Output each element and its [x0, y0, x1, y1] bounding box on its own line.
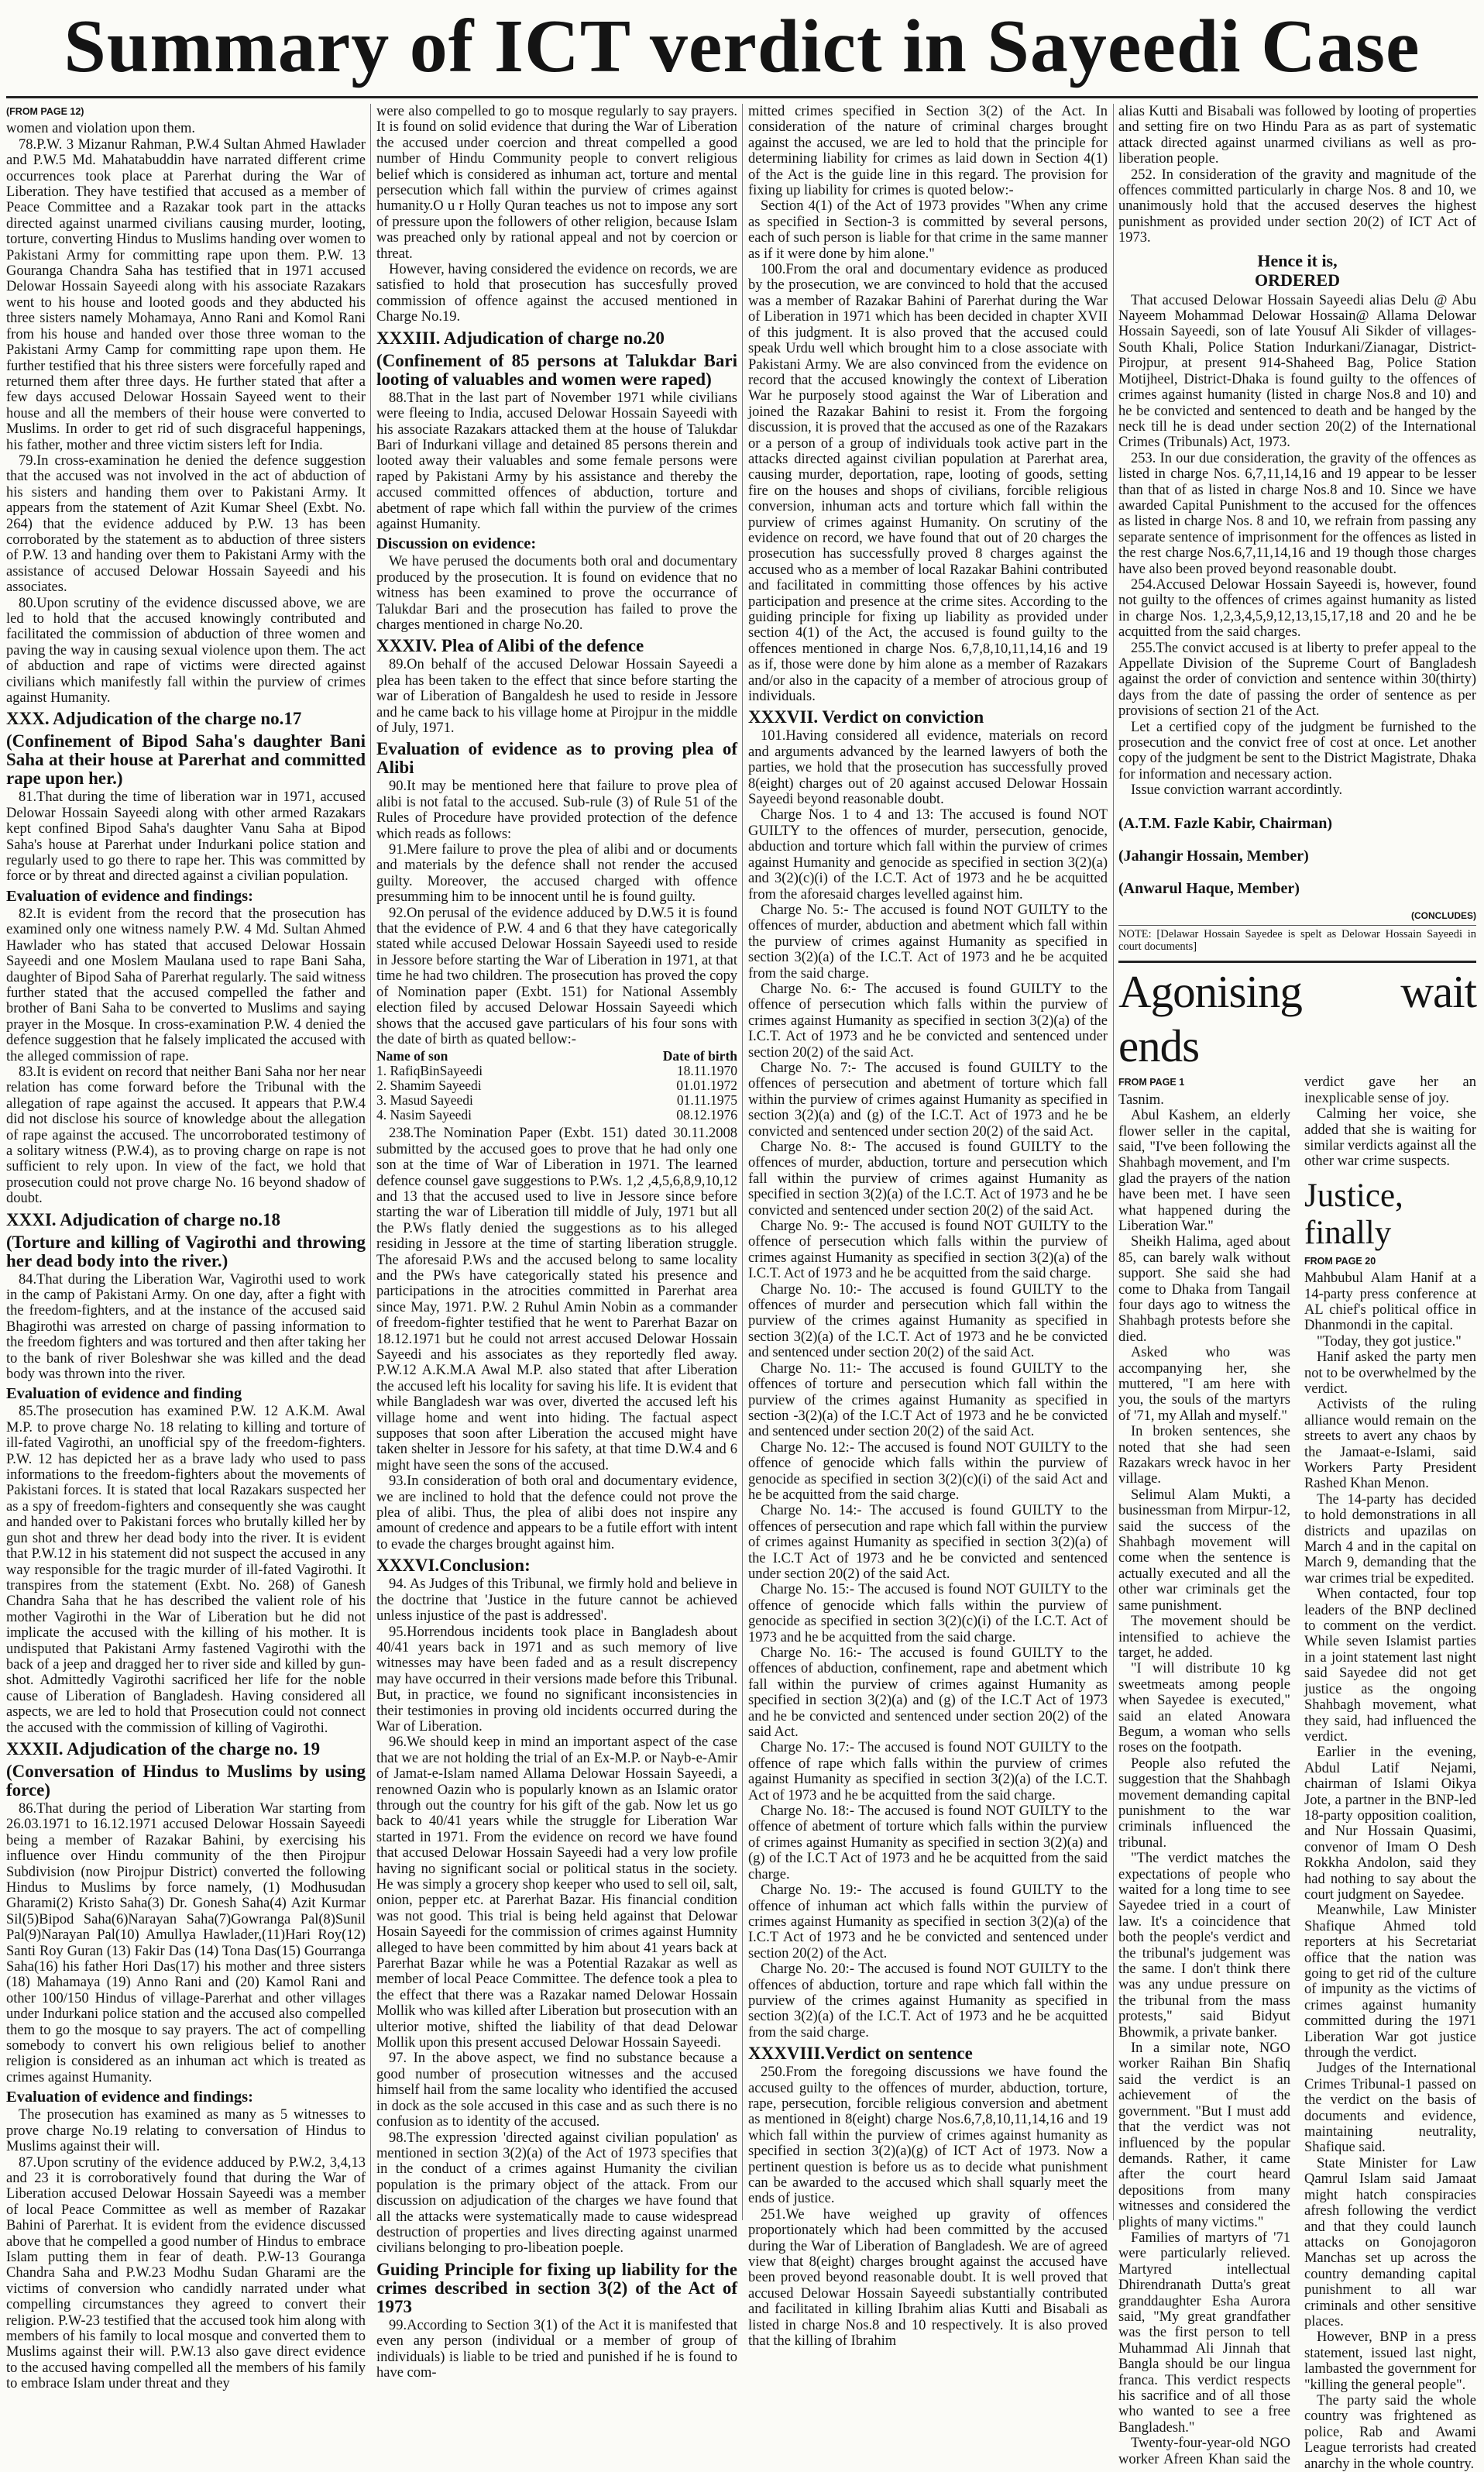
jump-tag: FROM PAGE 1 — [1118, 1077, 1185, 1088]
paragraph: 79.In cross-examination he denied the defence suggestion that the accused was not involved in the act of abduction of his sisters and handing them over to Pakistani Army. It appears from the statement of Azit Kumar Sheel (Exbt. No. 264) that the evidence adduced by P.W. 13 has been corroborated by the statement as to abduction of three sisters of P.W. 13 and handing over them to Pakistani Army with the assistance of accused Delowar Hossain Sayeedi and his associates. — [6, 452, 366, 596]
story-headline: Agonising wait ends — [1118, 966, 1476, 1072]
subsection-heading: Evaluation of evidence and finding — [6, 1385, 242, 1403]
paragraph: People also refuted the suggestion that the Shahbagh movement demanding capital punishment to the war criminals influenced the tribunal. — [1118, 1755, 1290, 1851]
paragraph: However, BNP in a press statement, issued last night, lambasted the government for "killing the general people". — [1304, 2329, 1476, 2393]
paragraph: However, having considered the evidence on records, we are satisfied to hold that prosecution has succesfully proved commission of offence against the accused mentioned in Charge No.19. — [376, 262, 737, 325]
paragraph: The prosecution has examined as many as 5 witnesses to prove charge No.19 relating to conversation of Hindus to Muslims against their will. — [6, 2107, 366, 2155]
paragraph: When contacted, four top leaders of the BNP declined to comment on the verdict. While seven Islamist parties in a joint statement last night said Sayedee did not get justice as the ongoing Shahbagh movement, what they said, had influenced the verdict. — [1304, 1587, 1476, 1745]
paragraph: 255.The convict accused is at liberty to prefer appeal to the Appellate Division of the Supreme Court of Bangladesh against the order of conviction and sentence within 30(thirty) days from the date of passing the order of sentence as per provisions of section 21 of the Act. — [1118, 640, 1476, 720]
paragraph: 82.It is evident from the record that the prosecution has examined only one witness namely P.W. 4 Md. Sultan Ahmed Hawlader who has stated that accused Delowar Hossain Sayeedi and one Moslem Maulana used to rape Bani Saha, daughter of Bipod Saha of Parerhat regularly. The said witness further stated that the accused compelled the father and brother of Bani Saha to be converted to Muslims and saying prayer in the Mosque. In cross-examination P.W. 4 denied the defence suggestion that he falsely implicated the accused with the alleged commission of rape. — [6, 906, 366, 1064]
table-cell: 3. Masud Sayeedi — [376, 1092, 473, 1109]
paragraph: In a similar note, NGO worker Raihan Bin Shafiq said the verdict is an achievement of the government. "But I must add that the verdict was not influenced by the popular demands. Rather, it came after the court heard depositions from many witnesses and considered the plights of many victims." — [1118, 2041, 1290, 2230]
paragraph: Hanif asked the party men not to be overwhelmed by the verdict. — [1304, 1349, 1476, 1397]
paragraph: "Today, they got justice." — [1317, 1333, 1462, 1349]
story-headline: Justice, finally — [1304, 1177, 1403, 1251]
signature-chairman: (A.T.M. Fazle Kabir, Chairman) — [1118, 814, 1333, 832]
column-divider — [370, 104, 371, 2220]
paragraph: 80.Upon scrutiny of the evidence discussed above, we are led to hold that the accused knowingly contributed and facilitated the commission of abduction of three women and paving the way in causing sexual violence upon them. The act of abduction and rape of victims were directed against civilians which manifestly fall within the purview of crimes against Humanity. — [6, 595, 366, 707]
section-heading: XXX. Adjudication of the charge no.17 — [6, 709, 302, 729]
signature-member: (Anwarul Haque, Member) — [1118, 880, 1300, 898]
paragraph: Selimul Alam Mukti, a businessman from Mirpur-12, said the success of the Shahbagh movement will come when the sentence is actually executed and all the other war criminals get the same punishment. — [1118, 1487, 1290, 1614]
paragraph: 98.The expression 'directed against civilian population' as mentioned in section 3(2)(a) of the Act of 1973 specifies that in the conduct of a crimes against Humanity the civilian population is the primary object of the attack. From our discussion on adjudication of the charges we have found that all the attacks were systematically made to cause widespread destruction of properties and lives directing against unarmed civilians belonging to pro-libeation poeple. — [376, 2130, 737, 2257]
column-divider — [1113, 104, 1114, 2220]
charge-paragraph: Charge No. 11:- The accused is found GUILTY to the offences of torture and persecution which fall within the purview of the crimes against Humanity as specified in section -3(2)(a) of the I.C.T Act of 1973 and he be convicted and sentenced under section 20(2) of the said Act. — [748, 1360, 1108, 1440]
table-cell: 01.01.1972 — [676, 1078, 737, 1094]
column-3 — [748, 104, 1108, 2350]
paragraph: 94. As Judges of this Tribunal, we firmly hold and believe in the doctrine that 'Justice in the future cannot be achieved unless injustice of the past is addressed'. — [376, 1576, 737, 1625]
table-cell: 4. Nasim Sayeedi — [376, 1107, 472, 1123]
section-heading: XXXVIII.Verdict on sentence — [748, 2044, 973, 2064]
table-header: Date of birth — [662, 1048, 737, 1064]
charge-paragraph: Charge No. 10:- The accused is found GUILTY to the offences of murder and persecution which fall within the purview of the crimes against Humanity as specified in section 3(2)(a) of the I.C.T. Act of 1973 and he be convicted and sentenced under section 20(2) of the said Act. — [748, 1281, 1108, 1361]
section-heading: Evaluation of evidence as to proving plea of Alibi — [376, 739, 737, 778]
signature-member: (Jahangir Hossain, Member) — [1118, 847, 1309, 865]
table-header-row — [376, 1049, 737, 1064]
paragraph: 252. In consideration of the gravity and magnitude of the offences committed particularly in charge Nos. 8 and 10, we unanimously hold that the accused deserves the highest punishment as provided under section 20(2) of ICT Act of 1973. — [1118, 167, 1476, 246]
concludes-tag: (CONCLUDES) — [1411, 909, 1476, 921]
paragraph: Judges of the International Crimes Tribunal-1 passed on the verdict on the basis of documents and evidence, maintaining neutrality, Shafique said. — [1304, 2061, 1476, 2156]
charge-paragraph: Charge No. 6:- The accused is found GUILTY to the offence of persecution which falls within the purview of crimes against Humanity as specified in section 3(2)(a) of the I.C.T. Act of 1973 and he be convicted and sentenced under section 20(2) of the said Act. — [748, 981, 1108, 1061]
table-cell: 2. Shamim Sayeedi — [376, 1078, 482, 1094]
paragraph: Tasnim. — [1118, 1092, 1164, 1108]
section-subheading: (Confinement of 85 persons at Talukdar Bari looting of valuables and women were raped) — [376, 350, 737, 389]
paragraph: 83.It is evident on record that neither Bani Saha nor her near relation has come forward before the Tribunal with the allegation of rape against the accused. It appears that P.W.4 did not disclose his source of knowledge about the allegation of rape against the accused. The uncorroborated testimony of a solitary witness (P.W.4), as to proving charge on rape is not sufficient to rely upon. In view of the fact, we hold that prosecution could not prove charge No. 16 beyond shadow of doubt. — [6, 1064, 366, 1207]
paragraph: Twenty-four-year-old NGO worker Afreen Khan said the verdict gave her an inexplicable sense of joy. — [1118, 1074, 1476, 2467]
section-subheading: (Torture and killing of Vagirothi and throwing her dead body into the river.) — [6, 1232, 366, 1270]
paragraph: 91.Mere failure to prove the plea of alibi and or documents and materials by the defence shall not render the accused guilty. Moreover, the accused charged with offence presumming him to be innocent until he is found guilty. — [376, 842, 737, 906]
paragraph: Abul Kashem, an elderly flower seller in the capital, said, "I've been following the Shahbagh movement, and I'm glad the prayers of the nation have been met. I have seen what happened during the Liberation War." — [1118, 1108, 1290, 1234]
paragraph: 253. In our due consideration, the gravity of the offences as listed in charge Nos. 6,7,11,14,16 and 19 appear to be lesser than that of as listed in charge Nos.8 and 10. Since we have awarded Capital Punishment to the accused for the offences as listed in charge Nos. 8 and 10, we refrain from passing any separate sentence of imprisonment for the offences as listed in the rest charge Nos.6,7,11,14,16 and 19 though those charges have also been proved beyond reasonable doubt. — [1118, 450, 1476, 577]
column-2 — [376, 104, 737, 2381]
paragraph: were also compelled to go to mosque regularly to say prayers. It is found on solid evidence that during the War of Liberation the accused under coercion and threat compelled a good number of Hindu Community people to convert religious belief which is considered as inhuman act, torture and mental persecution which fall within the purview of crimes against humanity.O u r Holly Quran teaches us not to impose any sort of pressure upon the followers of other religion, because Islam was preached only by rational appeal and not by coercion or threat. — [376, 104, 737, 262]
charge-paragraph: Charge No. 7:- The accused is found GUILTY to the offences of persecution and abetment of torture which fall within the purview of crimes against Humanity as specified in section 3(2)(a) and (g) of the I.C.T. Act of 1973 and he be convicted and sentenced under section 20(2) of the said Act. — [748, 1060, 1108, 1140]
section-heading: XXXIII. Adjudication of charge no.20 — [376, 328, 665, 348]
charge-paragraph: Charge No. 20:- The accused is found NOT GUILTY to the offences of abduction, torture and rape which fall within the purview of the crimes against Humanity as specified in section 3(2)(a) of the I.C.T. Act of 1973 and he be acquitted from the said charge. — [748, 1961, 1108, 2041]
charge-paragraph: Charge No. 18:- The accused is found NOT GUILTY to the offence of abetment of torture which falls within the purview of crimes against Humanity as specified in section 3(2)(a) and (g) of the I.C.T Act of 1973 and he be acquitted from the said charge. — [748, 1803, 1108, 1882]
charge-paragraph: Charge No. 9:- The accused is found NOT GUILTY to the offence of persecution which falls within the purview of crimes against Humanity as specified in section 3(2)(a) of the I.C.T. Act of 1973 and he be acquitted from the said charge. — [748, 1219, 1108, 1282]
paragraph: Issue conviction warrant accordintly. — [1131, 782, 1343, 799]
table-cell: 1. RafiqBinSayeedi — [376, 1063, 483, 1079]
paragraph: 86.That during the period of Liberation War starting from 26.03.1971 to 16.12.1971 accused Delowar Hossain Sayeedi being a member of Razakar Bahini, by exercising his influence over Hindu community of the then Pirojpur Subdivision (now Pirojpur District) converted the following Hindus to Muslims by force namely, (1) Modhusudan Gharami(2) Kristo Saha(3) Dr. Gonesh Saha(4) Azit Kurmar Sil(5)Bipod Saha(6)Narayan Saha(7)Gowranga Pal(8)Sunil Pal(9)Narayan Pal(10) Amullya Hawlader,(11)Hari Roy(12) Santi Roy Guran (13) Fakir Das (14) Tona Das(15) Gourranga Saha(16) his father Hori Das(17) his mother and three sisters (18) Mahamaya (19) Anno Rani and (20) Kamol Rani and other 100/150 Hindus of village-Parerhat and other villages under Indurkani police station and the accused also compelled them to go the mosque to say prayers. The act of compelling somebody to convert his own religious belief to another religion is considered as an inhuman act which is treated as crimes against Humanity. — [6, 1800, 366, 2085]
paragraph: 95.Horrendous incidents took place in Bangladesh about 40/41 years back in 1971 and as such memory of live witnesses may have been faded and as a result discrepency may have occurred in their versions made before this Tribunal. But, in practice, we found no significant inconsistencies in their testimonies in proving old incidents occurred during the War of Liberation. — [376, 1624, 737, 1735]
section-heading: XXXIV. Plea of Alibi of the defence — [376, 636, 644, 656]
paragraph: 97. In the above aspect, we find no substance because a good number of prosecution witnesses and the accused himself hail from the same locality who identified the accused in dock as the sole accused in this case and as such there is no confusion as to identity of the accused. — [376, 2051, 737, 2130]
paragraph: Section 4(1) of the Act of 1973 provides "When any crime as specified in Section-3 is committed by several persons, each of such person is liable for that crime in the same manner as if it were done by him alone." — [748, 198, 1108, 262]
section-heading: Guiding Principle for fixing up liability for the crimes described in section 3(2) of the Act of 1973 — [376, 2259, 737, 2316]
paragraph: women and violation upon them. — [6, 121, 196, 137]
table-row — [376, 1108, 737, 1123]
paragraph: 96.We should keep in mind an important aspect of the case that we are not holding the trial of an Ex-M.P. or Nayb-e-Amir of Jamat-e-Islam named Allama Delowar Hossain Sayeedi, a renowned Oazin who is popularly known as an Islamic orator through out the country for his gift of the gab. Now let us go back to 40/41 years while the struggle for Liberation War started in 1971. From the evidence on record we have found that accused Delowar Hossain Sayeedi had a very low profile having no significant social or political status in the society. He was simply a grocery shop keeper who used to sell oil, salt, onion, pepper etc. at Parerhat Bazar. His financial condition was not good. This trial is being held against that Delowar Hosain Sayeedi for the commission of crimes against Humnity alleged to have been committed by him about 41 years back at Parerhat Bazar while he was a Potential Razakar as well as member of local Peace Committee. The defence took a plea to the effect that there was a Razakar named Delowar Hossain Mollik who was killed after Liberation but prosecution with an ulterior motive, shifted the liability of that dead Delowar Mollik upon this present accused Delowar Hossain Sayeedi. — [376, 1735, 737, 2051]
charge-paragraph: Charge No. 5:- The accused is found NOT GUILTY to the offences of murder, abduction and abetment which fall within the purview of crimes against Humanity as specified in section 3(2)(a) of the I.C.T. Act of 1973 and he be acquited from the said charge. — [748, 902, 1108, 982]
paragraph: Activists of the ruling alliance would remain on the streets to avert any chaos by the Jamaat-e-Islami, said Workers Party President Rashed Khan Menon. — [1304, 1397, 1476, 1492]
hence-label: Hence it is, — [1257, 250, 1338, 270]
paragraph: The movement should be intensified to achieve the target, he added. — [1118, 1614, 1290, 1661]
story-body — [1118, 1074, 1476, 2472]
paragraph: 85.The prosecution has examined P.W. 12 A.K.M. Awal M.P. to prove charge No. 18 relating to killing and torture of ill-fated Vagirothi, an unofficial spy of the freedom-fighters. P.W. 12 has depicted her as a brave lady who used to pass informations to the freedom-fighters about the movements of Pakistani forces. It is stated that local Razakars suspected her as a spy of freedom-fighters and consequently she was caught and handed over to Pakistani forces who brutally killed her by gun shot and threw her dead body into the river. It is evident that P.W.12 in his statement did not suspect the accused in any way responsible for the tragic murder of ill-fated Vagirothi. It transpires from the statement (Exbt. No. 268) of Ganesh Chandra Saha that he has described the valient role of his mother Vagirothi in the War of Liberation but he did not implicate the accused with the killing of his mother. It is undisputed that Pakistani Army fastened Vagirothi with the back of a jeep and dragged her to river side and killed by gun-shot. Admittedly Vagirothi sacrificed her life for the noble cause of Liberation of Bangladesh. Having considered all aspects, we are led to hold that Prosecution could not connect the accused with the commission of killing of Vagirothi. — [6, 1404, 366, 1736]
charge-paragraph: Charge No. 14:- The accused is found GUILTY to the offences of persecution and rape which fall within the purview of crimes against Humanity as specified in section 3(2)(a) of the I.C.T Act of 1973 and he be convicted and sentenced under section 20(2) of the said Act. — [748, 1503, 1108, 1582]
jump-tag: (FROM PAGE 12) — [6, 106, 84, 117]
paragraph: Earlier in the evening, Abdul Latif Nejami, chairman of Islami Oikya Jote, a partner in the BNP-led 18-party opposition coalition, and Nur Hossain Quasimi, convenor of Imam O Desh Rokkha Andolon, said they had nothing to say about the court judgment on Sayedee. — [1304, 1745, 1476, 1903]
paragraph: 93.In consideration of both oral and documentary evidence, we are inclined to hold that the defence could not prove the plea of alibi. Thus, the plea of alibi does not inspire any amount of credence and appears to be a futile effort with intent to evade the charges brought against him. — [376, 1473, 737, 1552]
charge-paragraph: Charge No. 8:- The accused is found GUILTY to the offences of murder, abduction, torture and persecution which fall within the purview of crimes against Humanity as specified in section 3(2)(a) of the I.C.T. Act of 1973 and he be convicted and sentenced under section 20(2) of the said Act. — [748, 1140, 1108, 1219]
charge-paragraph: Charge No. 15:- The accused is found NOT GUILTY to the offence of genocide which falls within the purview of genocide as specified in section 3(2)(c)(i) of the I.C.T. Act of 1973 and he be acquitted from the said charge. — [748, 1582, 1108, 1645]
section-heading: XXXVII. Verdict on conviction — [748, 707, 984, 727]
paragraph: 92.On perusal of the evidence adduced by D.W.5 it is found that the evidence of P.W. 4 and 6 that they have categorically stated while accused Delowar Hossain Sayeedi used to reside in Jessore before starting the War of Liberation in 1971, at that time he had two children. The prosecution has proved the copy of Nomination paper (Exbt. 151) for National Assembly election filed by accused Delowar Hossain Sayeedi which shows that the accused gave particulars of his four sons with the date of birth as quated bellow:- — [376, 905, 737, 1047]
table-row — [376, 1078, 737, 1093]
paragraph: That accused Delowar Hossain Sayeedi alias Delu @ Abu Nayeem Mohammad Delowar Hossain@ Allama Delowar Hossain Sayeedi, son of late Yousuf Ali Sikder of villages-South Khali, Police Station Indurkani/Zianagar, District-Pirojpur, at present 914-Shaheed Bag, Police Station Motijheel, District-Dhaka is found guilty to the offences of crimes against humanity (listed in charge Nos.8 and 10) and he be convicted and sentenced to death and be hanged by the neck till he is dead under section 20(2) of the International Crimes (Tribunals) Act, 1973. — [1118, 292, 1476, 451]
paragraph: State Minister for Law Qamrul Islam said Jamaat might hatch conspiracies afresh following the verdict and that they could launch attacks on Gonojagoron Manchas set up across the country demanding capital punishment to all war criminals and other sensitive places. — [1304, 2155, 1476, 2329]
charge-paragraph: Charge No. 17:- The accused is found NOT GUILTY to the offence of rape which falls within the purview of crimes against Humanity as specified in section 3(2)(a) of the I.C.T. Act of 1973 and he be acquitted from the said charge. — [748, 1740, 1108, 1803]
paragraph: The party said the whole country was frightened as police, Rab and Awami League terrorists had created anarchy in the whole country. — [1304, 2392, 1476, 2472]
paragraph: "The verdict matches the expectations of people who waited for a long time to see Sayedee tried in a court of law. It's a coincidence that both the people's verdict and the tribunal's judgement was the same. I don't think there was any undue pressure on the tribunal from the mass protests," said Bidyut Bhowmik, a private banker. — [1118, 1851, 1290, 2041]
hence-ordered — [1118, 251, 1476, 290]
paragraph: 99.According to Section 3(1) of the Act it is manifested that even any person (individual or a member of group of individuals) is liable to be tried and punished if he is found to have com- — [376, 2317, 737, 2381]
column-4 — [1118, 104, 1476, 2472]
headline: Summary of ICT verdict in Sayeedi Case — [64, 5, 1420, 88]
paragraph: 250.From the foregoing discussions we have found the accused guilty to the offences of murder, abduction, torture, rape, persecution, forcible religious conversion and abetment as mentioned in 8(eight) charge Nos.6,7,8,10,11,14,16 and 19 which fall within the purview of crimes against humanity as specified in section 3(2)(a)(g) of ICT Act of 1973. Now a pertinent question is before us as to decide what punishment can be awarded to the accused which shall squarly meet the ends of justice. — [748, 2065, 1108, 2207]
paragraph: 100.From the oral and documentary evidence as produced by the prosecution, we are convinced to hold that the accused was a member of Razakar Bahini of Parerhat during the War of Liberation in 1971 which has been decided in chapter XVII of this judgment. It is also proved that the accused could speak Urdu well which brought him to a close associate with Pakistani Army. We are also convinced from the evidence on record that the accused knowingly the context of Liberation War he purposely stood against the War of Liberation and joined the Razakar Bahini to resist it. From the forgoing discussion, it is proved that the accused as one of the Razakars or a person of a group of individuals took active part in the attacks directed against civilian population at Parerhat area, causing murder, deportation, rape, looting of goods, setting fire on the houses and shops of civilians, forcible religious conversion, inhuman acts and torture which fall within the purview of crimes against Humanity. On scrutiny of the evidence on record, we have found that out of 20 charges the prosecution has successfully proved 8 charges against the accused who as a member of local Razakar Bahini contributed and facilitated in committing those offences by his active participation and presence at the crime sites. According to the guiding principle for fixing up liability as provided under section 4(1) of the Act, the accused is found guilty to the offences mentioned in charge Nos. 6,7,8,10,11,14,16 and 19 as if, those were done by him alone as a member of Razakars and/or also in the capacity of a member of atrocious group of individuals. — [748, 262, 1108, 705]
paragraph: alias Kutti and Bisabali was followed by looting of properties and setting fire on two Hindu Para as as part of systematic attack directed against unarmed civilians as well as pro-liberation people. — [1118, 104, 1476, 167]
subsection-heading: Evaluation of evidence and findings: — [6, 2089, 253, 2106]
section-subheading: (Confinement of Bipod Saha's daughter Bani Saha at their house at Parerhat and committed rape upon her.) — [6, 731, 366, 789]
paragraph: Asked who was accompanying her, she muttered, "I am here with you, the souls of the martyrs of '71, my Allah and myself." — [1118, 1345, 1290, 1424]
paragraph: Families of martyrs of '71 were particularly relieved. Martyred intellectual Dhirendranath Dutta's great granddaughter Esha Aurora said, "My great grandfather was the first person to tell Muhammad Ali Jinnah that Bangla should be our lingua franca. This verdict respects his sacrifice and of all those who wanted to see a free Bangladesh." — [1118, 2230, 1290, 2436]
subsection-heading: Evaluation of evidence and findings: — [6, 887, 253, 905]
section-heading: XXXII. Adjudication of the charge no. 19 — [6, 1738, 321, 1759]
paragraph: 101.Having considered all evidence, materials on record and arguments advanced by the learned lawyers of both the parties, we hold that the prosecution has successfully proved 8(eight) charges out of 20 against accused Delowar Hossain Sayeedi beyond reasonable doubt. — [748, 728, 1108, 808]
paragraph: Mahbubul Alam Hanif at a 14-party press conference at AL chief's political office in Dhanmondi in the capital. — [1304, 1270, 1476, 1334]
paragraph: 254.Accused Delowar Hossain Sayeedi is, however, found not guilty to the offences of crimes against humanity as listed in charge Nos. 1,2,3,4,5,9,12,13,15,17,18 and 20 and he be acquitted from the said charges. — [1118, 576, 1476, 641]
paragraph: Calming her voice, she added that she is waiting for similar verdicts against all the other war crime suspects. — [1304, 1106, 1476, 1170]
charge-paragraph: Charge No. 19:- The accused is found GUILTY to the offence of inhuman act which falls within the purview of crimes against Humanity as specified in section 3(2)(a) of the I.C.T Act of 1973 and he be convicted and sentenced under section 20(2) of the Act. — [748, 1882, 1108, 1961]
table-header: Name of son — [376, 1048, 448, 1064]
paragraph: 81.That during the time of liberation war in 1971, accused Delowar Hossain Sayeedi along with other armed Razakars kept confined Bipod Saha's daughter Vanu Saha at Bipod Saha's house at Parerhat under Indurkani police station and regularly used to go there to rape her. This was committed by force or by threat and directed against a civilian population. — [6, 789, 366, 885]
paragraph: 78.P.W. 3 Mizanur Rahman, P.W.4 Sultan Ahmed Hawlader and P.W.5 Md. Mahatabuddin have narrated different crime occurrences took place at Parerhat during the War of Liberation. They have testified that accused as a member of Peace Committee and a Razakar took part in the attacks directed against unarmed civilians causing murder, looting, torture, converting Hindus to Muslims handing over women to Pakistani Army for committing rape upon them. P.W. 13 Gouranga Chandra Saha has testified that in 1971 accused Delowar Hossain Sayeedi along with his associate Razakars went to his house and looted goods and they abducted his three sisters namely Mohamaya, Anno Rani and Komol Rani from his house and handed over those three woman to the Pakistani Army Camp for committing rape upon them. He further testified that his three sisters were forcefully raped and returned them after three days. He further stated that after a few days accused Delowar Hossain Sayeed went to their house and all the members of their house were converted to Muslims. In order to get rid of such disgraceful happenings, his father, mother and three victim sisters left for India. — [6, 136, 366, 453]
paragraph: Let a certified copy of the judgment be furnished to the prosecution and the convict free of cost at once. Let another copy of the judgment be sent to the District Magistrate, Dhaka for information and necessary action. — [1118, 719, 1476, 782]
paragraph: 89.On behalf of the accused Delowar Hossain Sayeedi a plea has been taken to the effect that since before starting the war of Liberation of Bangaldesh he used to reside in Jessore and he came back to his village home at Pirojpur in the middle of July, 1971. — [376, 657, 737, 736]
headline-rule — [6, 96, 1478, 98]
table-row — [376, 1093, 737, 1108]
section-heading: XXXI. Adjudication of charge no.18 — [6, 1209, 280, 1229]
column-1 — [6, 104, 366, 2392]
table-cell: 18.11.1970 — [676, 1063, 737, 1079]
ordered-label: ORDERED — [1254, 270, 1340, 290]
table-cell: 08.12.1976 — [676, 1107, 737, 1123]
paragraph: 87.Upon scrutiny of the evidence adduced by P.W.2, 3,4,13 and 23 it is corroboratively found that during the War of Liberation accused Delowar Hossain Sayeedi was a member of local Peace Committee as well as member of Razakar Bahini of Parerhat. It is evident from the evidence discussed above that he compelled a good number of Hindus to embrace Islam putting them in fear of death. P.W-13 Gouranga Chandra Saha and P.W.23 Modhu Sudan Gharami are the victims of conversion who candidly narrated under what compelling circumstances they agreed to convert their religion. P.W-23 testified that the accused took him along with members of his family to local mosque and converted them to Muslims against their will. P.W.13 also gave direct evidence to the accused having compelled all the members of his family to embrace Islam under threat and they — [6, 2154, 366, 2392]
paragraph: 88.That in the last part of November 1971 while civilians were fleeing to India, accused Delowar Hossain Sayeedi with his associate Razakars attacked them at the house of Talukdar Bari of Indurkani village and detained 85 persons therein and looted away their valuables and some female persons were raped by Pakistani Army by his assistance and thereby the accused committed offences of abduction, torture and abetment of rape which fall within the purview of the crimes against Humanity. — [376, 390, 737, 532]
charge-paragraph: Charge No. 12:- The accused is found NOT GUILTY to the offence of genocide which falls within the purview of genocide as specified in section 3(2)(c)(i) of the said Act and he be acquitted from the said charge. — [748, 1439, 1108, 1503]
sons-table — [376, 1049, 737, 1123]
paragraph: In broken sentences, she noted that she had seen Razakars wreck havoc in her village. — [1118, 1424, 1290, 1487]
paragraph: Meanwhile, Law Minister Shafique Ahmed told reporters at his Secretariat office that the nation was going to get rid of the culture of impunity as the victims of crimes against humanity committed during the 1971 Liberation War got justice through the verdict. — [1304, 1903, 1476, 2061]
charge-paragraph: Charge Nos. 1 to 4 and 13: The accused is found NOT GUILTY to the offences of murder, persecution, genocide, abduction and torture which fall within the purview of crimes against Humanity and genocide as specified in section 3(2)(a) and 3(2)(c)(i) of the I.C.T. Act of 1973 and he be acquitted from the aforesaid charges levelled against him. — [748, 807, 1108, 903]
paragraph: The 14-party has decided to hold demonstrations in all districts and upazilas on March 4 and in the capital on March 9, demanding that the war crimes trial be expedited. — [1304, 1491, 1476, 1587]
table-cell: 01.11.1975 — [676, 1092, 737, 1109]
paragraph: Sheikh Halima, aged about 85, can barely walk without support. She said she had come to Dhaka from Tangail four days ago to witness the Shahbagh protests before she died. — [1118, 1234, 1290, 1345]
charge-paragraph: Charge No. 16:- The accused is found GUILTY to the offences of abduction, confinement, rape and abetment which fall within the purview of crimes against Humanity as specified in section 3(2)(a) and (g) of the I.C.T Act of 1973 and he be convicted and sentenced under section 20(2) of the said Act. — [748, 1645, 1108, 1741]
subsection-heading: Discussion on evidence: — [376, 535, 537, 553]
section-heading: XXXVI.Conclusion: — [376, 1556, 531, 1576]
section-subheading: (Conversation of Hindus to Muslims by using force) — [6, 1761, 366, 1800]
paragraph: "I will distribute 10 kg sweetmeats among people when Sayedee is executed," said an elated Anowara Begum, a woman who sells roses on the footpath. — [1118, 1661, 1290, 1756]
spelling-note: NOTE: [Delawar Hossain Sayedee is spelt as Delowar Hossain Sayeedi in court documents] — [1118, 925, 1476, 953]
table-row — [376, 1064, 737, 1078]
paragraph: mitted crimes specified in Section 3(2) of the Act. In consideration of the nature of criminal charges brought against the accused, we are led to hold that the principle for determining liability for crimes as laid down in Section 4(1) of the Act is the guide line in this regard. The provision for fixing up liability for crimes is quoted below:- — [748, 104, 1108, 199]
paragraph: 251.We have weighed up gravity of offences proportionately which had been committed by the accused during the War of Liberation of Bangladesh. We are of agreed view that 8(eight) charges brought against the accused have been proved beyond reasonable doubt. It is well proved that accused Delowar Hossain Sayeedi substantially contributed and facilitated in killing Ibrahim alias Kutti and Bisabali as listed in charge Nos.8 and 10 respectively. It is also proved that the killing of Ibrahim — [748, 2206, 1108, 2350]
jump-tag: FROM PAGE 20 — [1304, 1255, 1376, 1267]
column-divider — [742, 104, 743, 2220]
paragraph: 90.It may be mentioned here that failure to prove plea of alibi is not fatal to the accused. Sub-rule (3) of Rule 51 of the Rules of Procedure have provided protection of the defence which reads as follows: — [376, 779, 737, 842]
story-agonising-wait — [1118, 961, 1476, 2472]
paragraph: We have perused the documents both oral and documentary produced by the prosecution. It is found on evidence that no witness has been examined to prove the occurrance of Talukdar Bari and the prosecution has failed to prove the charges mentioned in charge No.20. — [376, 554, 737, 633]
paragraph: 84.That during the Liberation War, Vagirothi used to work in the camp of Pakistani Army. On one day, after a fight with the freedom-fighters, and at the instance of the accused said Bhagirothi was arrested on charge of passing information to the freedom fighters and was tortured and then after taking her to the bank of river Boleshwar she was killed and the dead body was thrown into the river. — [6, 1271, 366, 1383]
paragraph: 238.The Nomination Paper (Exbt. 151) dated 30.11.2008 submitted by the accused goes to prove that he had only one son at the time of War of Liberation in 1971. The learned defence counsel gave suggestions to P.Ws. 1,2 ,4,5,6,8,9,10,12 and 13 that the accused used to live in Jessore since before starting the war of Liberation till middle of July, 1971 but all the P.Ws flatly denied the suggestions as to his alleged residing in Jessore at the time of starting liberation struggle. The aforesaid P.Ws and the accused belong to same locality and the PWs have categorically stated his presence and participations in the atrocities committed in Parerhat area since May, 1971. P.W. 2 Ruhul Amin Nobin as a commander of freedom-fighter testified that he went to Parerhat Bazar on 18.12.1971 but he could not arrest accused Delowar Hossain Sayeedi and his associates as they reportedly fled away. P.W.12 A.K.M.A Awal M.P. also stated that after Liberation the accused left his locality for saving his life. It is evident that while Bangladesh war was over, diverted the accused left his village home and went into hiding. The factual aspect supposes that soon after Liberation the accused might have taken shelter in Jessore for his safety, at that time D.W.4 and 6 might have seen the sons of the accused. — [376, 1126, 737, 1473]
